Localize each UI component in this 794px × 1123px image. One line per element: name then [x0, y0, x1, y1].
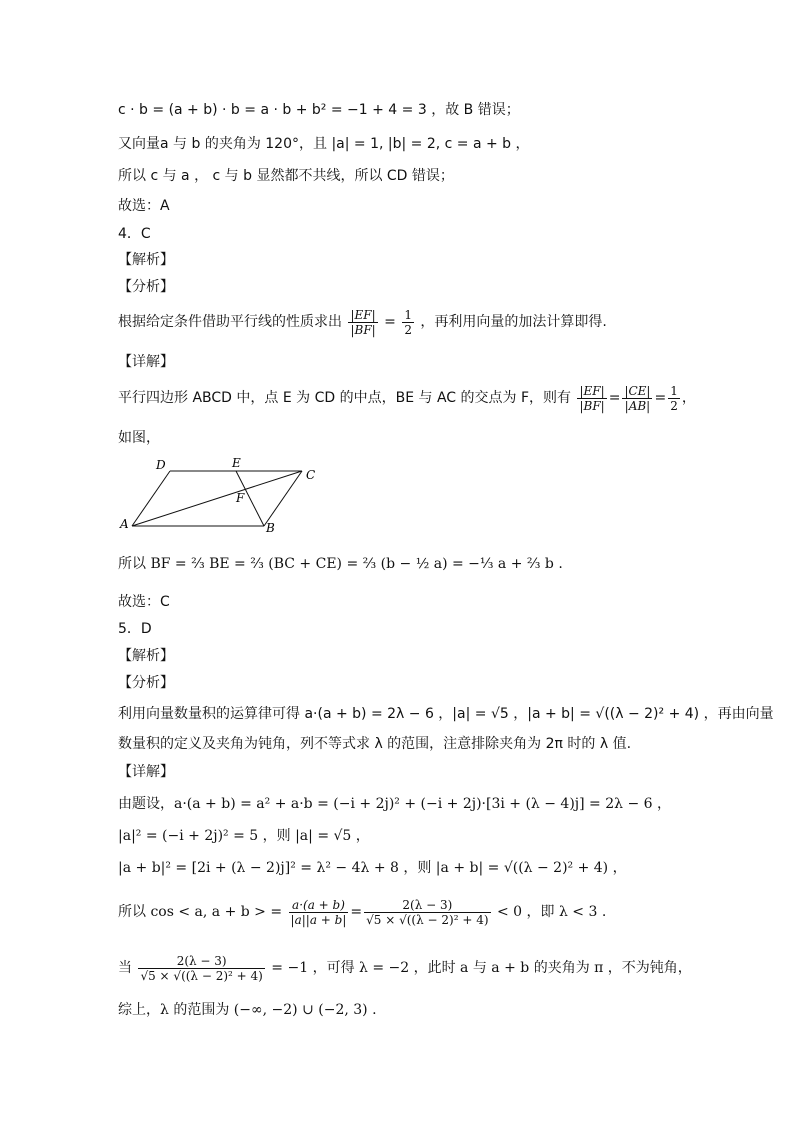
fraction-numerator: a·(a + b)	[289, 898, 349, 913]
fraction	[577, 384, 606, 413]
text-line: |a + b|² = [2i + (λ − 2)j]² = λ² − 4λ + 8 ，则 |a + b| = √((λ − 2)² + 4) ，	[118, 860, 627, 876]
text-segment: =	[384, 314, 396, 330]
section-heading: 【解析】	[118, 252, 174, 268]
text-line: 利用向量数量积的运算律可得 a·(a + b) = 2λ − 6 ，|a| = √5 ，|a + b| = √((λ − 2)² + 4) ，再由向量	[118, 706, 774, 722]
question-number: 4．C	[118, 226, 151, 242]
section-heading: 【分析】	[118, 279, 174, 295]
fraction-denominator: |BF|	[350, 322, 376, 337]
text-segment: a 与 b 的夹角为 120°，且 |a| = 1, |b| = 2, c = a + b ，	[160, 136, 530, 152]
vertex-label-E: E	[232, 456, 241, 470]
fraction-numerator: |EF|	[348, 308, 377, 323]
text-line	[118, 948, 692, 988]
text-line: 故选：C	[118, 594, 170, 610]
fraction-numerator: 2(λ − 3)	[138, 954, 264, 969]
fraction-numerator: |CE|	[624, 383, 651, 398]
section-heading: 【详解】	[118, 354, 174, 370]
fraction-numerator: |EF|	[577, 384, 606, 399]
fraction-denominator: √5 × √((λ − 2)² + 4)	[140, 968, 263, 983]
text-segment: 当	[118, 960, 132, 976]
text-segment: 所以 cos < a, a + b > =	[118, 904, 283, 920]
text-line	[118, 304, 607, 340]
vertex-label-D: D	[156, 458, 166, 472]
vertex-label-A: A	[120, 517, 129, 531]
fraction-numerator: 1	[404, 307, 412, 322]
text-segment: 根据给定条件借助平行线的性质求出	[118, 314, 342, 330]
text-line: 综上，λ 的范围为 (−∞, −2) ∪ (−2, 3) .	[118, 1002, 377, 1018]
question-number: 5．D	[118, 621, 152, 637]
fraction-denominator: |AB|	[624, 398, 651, 413]
text-line	[118, 134, 530, 154]
text-line: 故选：A	[118, 198, 170, 214]
fraction	[348, 308, 377, 337]
fraction-numerator: 2(λ − 3)	[364, 898, 490, 913]
segment-AD	[132, 471, 170, 526]
vertex-label-F: F	[236, 491, 245, 505]
text-line: 由题设，a·(a + b) = a² + a·b = (−i + 2j)² + (−i + 2j)·[3i + (λ − 4)j] = 2λ − 6 ，	[118, 796, 671, 812]
segment-BC	[264, 471, 302, 526]
text-line: 如图，	[118, 430, 160, 446]
fraction	[289, 898, 349, 927]
fraction-denominator: √5 × √((λ − 2)² + 4)	[366, 912, 489, 927]
text-segment: = −1 ，可得 λ = −2 ，此时 a 与 a + b 的夹角为 π ，不为钝角，	[271, 960, 692, 976]
text-line: 数量积的定义及夹角为钝角，列不等式求 λ 的范围，注意排除夹角为 2π 时的 λ 值.	[118, 736, 632, 752]
section-heading: 【解析】	[118, 648, 174, 664]
fraction-numerator: 1	[670, 383, 678, 398]
fraction-denominator: |BF|	[579, 398, 605, 413]
section-heading: 【详解】	[118, 764, 174, 780]
text-segment: 又向量	[118, 136, 160, 152]
text-segment: ，	[681, 390, 696, 406]
text-segment: 平行四边形 ABCD 中，点 E 为 CD 的中点，BE 与 AC 的交点为 F，则有	[118, 390, 572, 406]
segment-AC	[132, 471, 302, 526]
fraction	[138, 954, 264, 983]
text-segment: ，再利用向量的加法计算即得.	[420, 314, 607, 330]
text-line: 所以 c 与 a ， c 与 b 显然都不共线，所以 CD 错误；	[118, 168, 454, 184]
text-line: 平行四边形 ABCD 中，点 E 为 CD 的中点，BE 与 AC 的交点为 F，则有 $\frac{|EF|}{|BF|}$ = $\frac{|CE|}{|AB|}$ = $\frac{1}{2}$ ，	[118, 383, 696, 413]
fraction-denominator: |a||a + b|	[290, 912, 347, 927]
text-line: c · b = (a + b) · b = a · b + b² = −1 + 4 = 3 ，故 B 错误；	[118, 102, 520, 118]
fraction-denominator: 2	[404, 322, 412, 337]
text-segment: < 0 ，即 λ < 3 .	[496, 904, 607, 920]
fraction	[668, 384, 680, 413]
vertex-label-C: C	[306, 468, 316, 482]
fraction-denominator: 2	[670, 398, 678, 413]
text-line: |a|² = (−i + 2j)² = 5 ，则 |a| = √5 ，	[118, 828, 370, 844]
section-heading: 【分析】	[118, 675, 174, 691]
fraction	[622, 384, 652, 413]
fraction	[364, 898, 490, 927]
text-line: 所以 BF = ⅔ BE = ⅔ (BC + CE) = ⅔ (b − ½ a) = −⅓ a + ⅔ b .	[118, 556, 563, 572]
parallelogram-figure	[116, 456, 326, 536]
fraction	[402, 308, 414, 337]
vertex-label-B: B	[266, 521, 275, 535]
text-line: 所以 cos < a, a + b > = $\frac{a\cdot(a + b)}{|a||a + b|}$ = $\frac{2(\lambda - 3)}{\text{√5 × √((λ − 2)² + 4)}}$ < 0 ，即 λ < 3 .	[118, 897, 607, 927]
